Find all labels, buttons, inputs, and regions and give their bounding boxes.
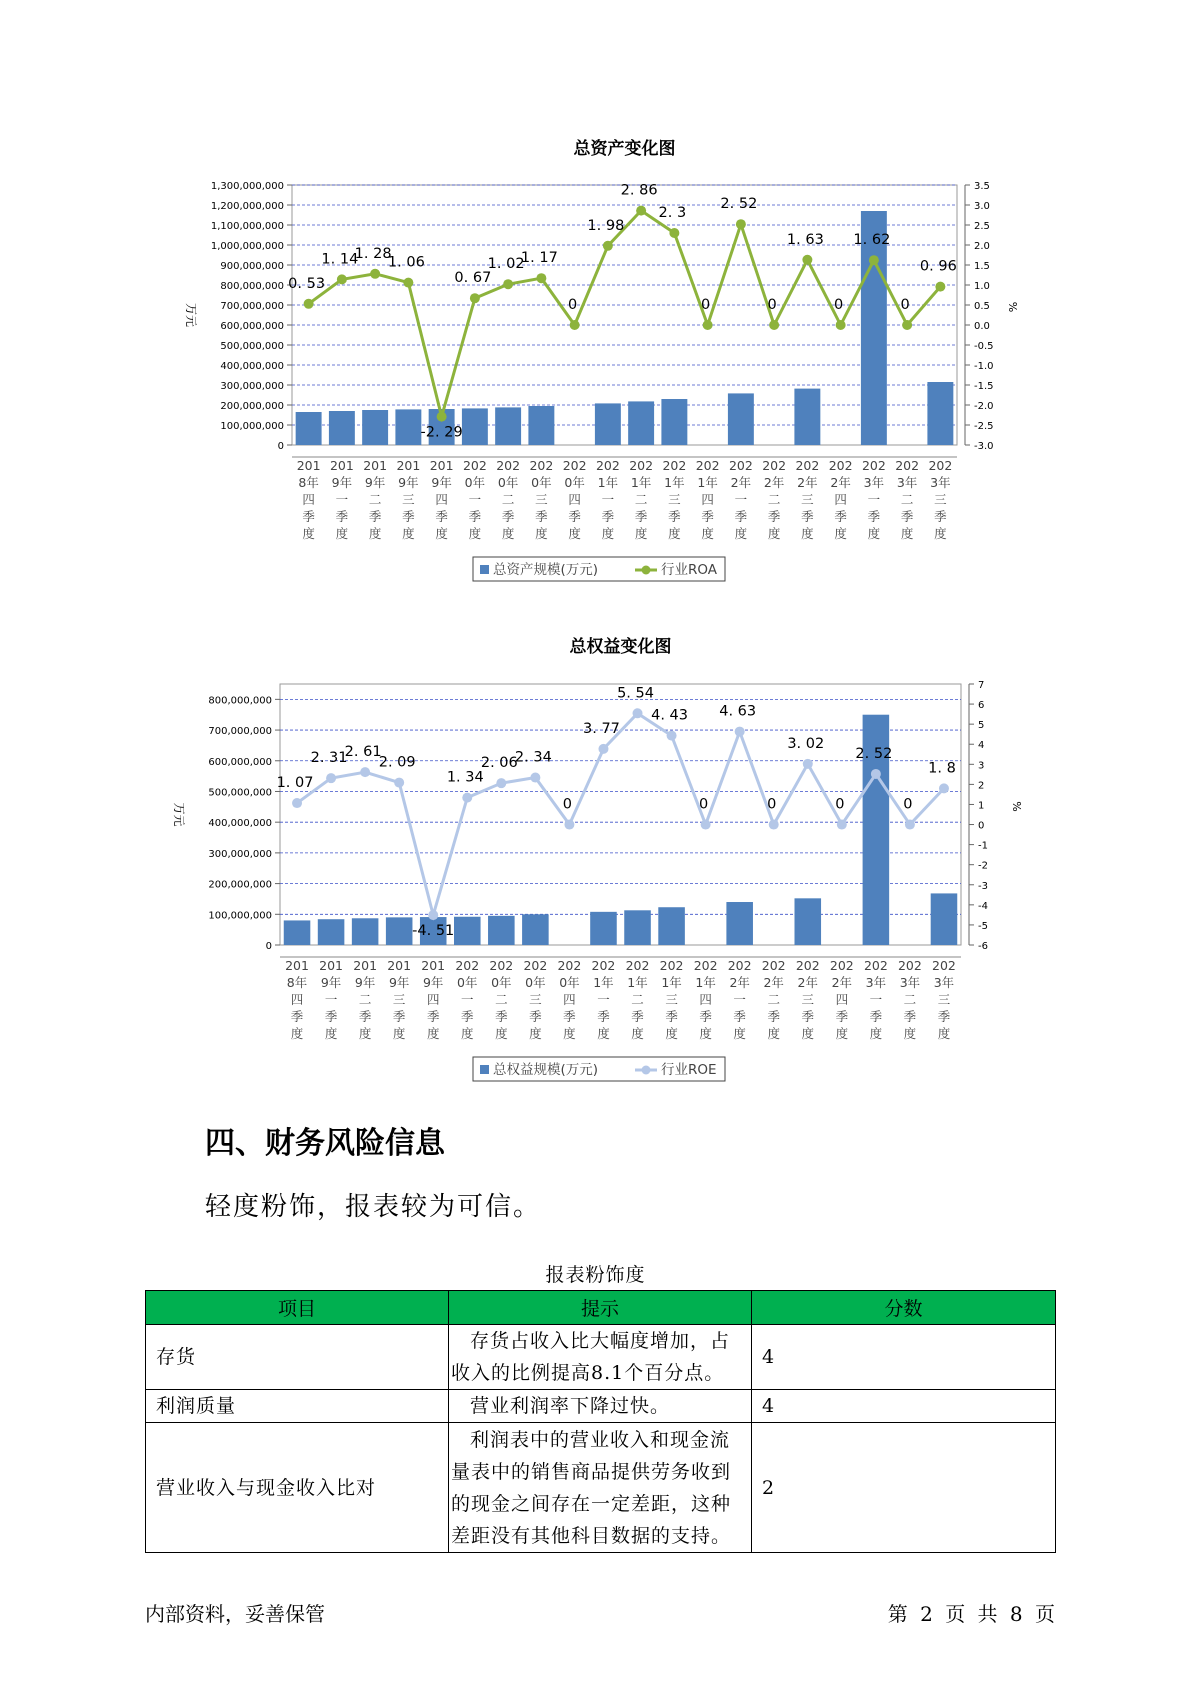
- data-label: 0: [767, 796, 777, 813]
- x-tick-label: 202 2年三季度: [795, 458, 820, 541]
- line-point: [905, 820, 915, 830]
- data-label: 1. 28: [354, 245, 392, 262]
- data-label: 1. 98: [587, 217, 625, 234]
- x-tick-label: 202 1年一季度: [595, 458, 620, 541]
- data-label: 2. 52: [855, 745, 893, 762]
- x-tick-label: 201 8年四季度: [285, 958, 309, 1041]
- bar: [794, 389, 820, 445]
- y2-tick-label: -2.0: [974, 401, 994, 412]
- x-tick-label: 202 3年二季度: [897, 958, 922, 1041]
- data-label: 0: [562, 796, 573, 813]
- bar: [488, 916, 515, 945]
- footer-confidential: 内部资料，妥善保管: [145, 1602, 325, 1626]
- header-score: 分数: [752, 1291, 1056, 1325]
- bar: [931, 893, 958, 945]
- y2-tick-label: -0.5: [974, 341, 994, 352]
- bar: [624, 910, 651, 945]
- y-tick-label: 200,000,000: [208, 879, 272, 891]
- x-tick-label: 201 9年四季度: [421, 958, 446, 1041]
- bar: [318, 919, 345, 945]
- y-tick-label: 300,000,000: [208, 848, 272, 860]
- row-score: 4: [752, 1325, 1056, 1390]
- y2-tick-label: -2.5: [974, 421, 994, 432]
- data-label: 4. 63: [719, 703, 757, 720]
- data-label: -2. 29: [420, 424, 463, 441]
- x-tick-label: 201 9年一季度: [319, 958, 344, 1041]
- y2-tick-label: 0: [978, 820, 985, 832]
- line-point: [669, 228, 679, 238]
- data-label: 1. 17: [520, 250, 558, 267]
- y2-tick-label: 0.5: [974, 301, 990, 312]
- data-label: 0: [900, 297, 910, 313]
- x-tick-label: 202 2年一季度: [728, 458, 753, 541]
- legend-bar-swatch: [480, 565, 489, 574]
- bar: [454, 917, 481, 945]
- y2-tick-label: 4: [978, 740, 985, 752]
- y-axis-label: 万元: [184, 302, 198, 328]
- x-tick-label: 202 0年一季度: [455, 958, 480, 1041]
- footer-page-number: 第 2 页 共 8 页: [887, 1602, 1055, 1626]
- data-label: 0. 53: [288, 275, 326, 292]
- x-tick-label: 202 2年二季度: [762, 458, 787, 541]
- x-tick-label: 202 2年二季度: [761, 958, 786, 1041]
- x-tick-label: 202 2年一季度: [727, 958, 752, 1041]
- row-hint: 存货占收入比大幅度增加，占收入的比例提高8.1个百分点。: [449, 1325, 752, 1390]
- legend-bar-label: 总权益规模(万元): [493, 1062, 599, 1078]
- line-point: [598, 744, 608, 754]
- data-label: 1. 14: [321, 251, 359, 268]
- y2-tick-label: 2.5: [974, 221, 990, 232]
- data-label: 3. 02: [787, 735, 825, 752]
- y2-tick-label: -6: [978, 941, 988, 952]
- y-tick-label: 200,000,000: [220, 401, 284, 412]
- data-label: 0. 96: [919, 258, 957, 275]
- x-tick-label: 201 9年二季度: [353, 958, 378, 1041]
- y2-tick-label: 5: [978, 720, 985, 732]
- series-line: [297, 713, 944, 915]
- legend-bar-label: 总资产规模(万元): [493, 562, 599, 578]
- legend-line-label: 行业ROE: [661, 1062, 717, 1078]
- y-tick-label: 800,000,000: [220, 281, 284, 292]
- line-point: [701, 820, 711, 830]
- x-tick-label: 202 0年三季度: [529, 458, 554, 541]
- line-point: [603, 241, 613, 251]
- y-tick-label: 1,200,000,000: [210, 201, 284, 212]
- table-caption: 报表粉饰度: [545, 1264, 646, 1286]
- line-point: [871, 769, 881, 779]
- y2-tick-label: 1.0: [974, 281, 990, 292]
- x-tick-label: 202 3年三季度: [932, 958, 956, 1041]
- bar: [661, 399, 687, 445]
- data-label: 2. 86: [620, 182, 658, 199]
- y2-tick-label: 3: [978, 760, 985, 772]
- line-point: [837, 820, 847, 830]
- y-tick-label: 800,000,000: [208, 695, 272, 707]
- bar: [395, 409, 421, 445]
- y2-tick-label: 2.0: [974, 241, 990, 252]
- data-label: 0: [701, 297, 711, 313]
- data-label: 0: [835, 796, 845, 813]
- data-label: 0: [568, 297, 578, 313]
- chart-title: 总资产变化图: [573, 139, 676, 159]
- y2-tick-label: -2: [978, 860, 988, 872]
- bar: [386, 917, 413, 945]
- section-summary: 轻度粉饰，报表较为可信。: [205, 1192, 542, 1222]
- x-tick-label: 202 3年二季度: [895, 458, 920, 541]
- y2-tick-label: -5: [978, 920, 988, 932]
- y2-tick-label: 0.0: [974, 321, 990, 332]
- data-label: 2. 52: [720, 196, 758, 213]
- bar: [590, 912, 617, 945]
- y-tick-label: 600,000,000: [208, 756, 272, 768]
- x-tick-label: 202 0年四季度: [557, 958, 582, 1041]
- plot-frame: [292, 182, 957, 445]
- y2-tick-label: 3.5: [974, 181, 990, 192]
- bar: [528, 406, 554, 445]
- x-tick-label: 202 0年二季度: [489, 958, 514, 1041]
- line-point: [360, 767, 370, 777]
- legend-bar-swatch: [480, 1065, 489, 1074]
- bar: [284, 920, 311, 945]
- risk-table: [145, 1290, 1056, 1553]
- bar: [462, 408, 488, 445]
- y-axis-label: 万元: [172, 802, 186, 827]
- line-point: [869, 255, 879, 265]
- bar: [362, 410, 388, 445]
- line-point: [337, 274, 347, 284]
- legend-line-marker: [642, 1066, 651, 1075]
- y-tick-label: 500,000,000: [208, 787, 272, 799]
- x-tick-label: 201 9年一季度: [329, 458, 354, 541]
- data-label: 0: [903, 796, 913, 813]
- table-row: [146, 1423, 1056, 1553]
- y-tick-label: 1,300,000,000: [210, 181, 284, 192]
- line-point: [496, 778, 506, 788]
- data-label: 1. 02: [487, 256, 525, 273]
- y2-tick-label: -1: [978, 840, 988, 852]
- x-tick-label: 202 3年一季度: [863, 958, 888, 1041]
- y-tick-label: 0: [277, 441, 284, 452]
- y2-tick-label: -3: [978, 880, 988, 892]
- row-score: 2: [752, 1423, 1056, 1553]
- header-hint: 提示: [449, 1291, 752, 1325]
- bar: [495, 407, 521, 445]
- y2-tick-label: -4: [978, 900, 988, 912]
- x-tick-label: 202 3年一季度: [861, 458, 886, 541]
- line-point: [570, 320, 580, 330]
- x-tick-label: 201 9年四季度: [429, 458, 454, 541]
- data-label: 0: [767, 297, 777, 313]
- line-point: [304, 299, 314, 309]
- y2-tick-label: 1.5: [974, 261, 990, 272]
- row-score: 4: [752, 1390, 1056, 1423]
- y2-tick-label: -1.5: [974, 381, 994, 392]
- line-point: [902, 320, 912, 330]
- y-tick-label: 700,000,000: [208, 726, 272, 738]
- x-tick-label: 201 9年三季度: [387, 958, 412, 1041]
- data-label: 3. 77: [583, 720, 620, 737]
- data-label: 2. 61: [344, 744, 382, 761]
- bar: [595, 403, 621, 445]
- y-tick-label: 600,000,000: [220, 321, 284, 332]
- line-point: [564, 820, 574, 830]
- line-point: [503, 279, 513, 289]
- bar: [927, 382, 953, 445]
- x-tick-label: 202 3年三季度: [928, 458, 953, 541]
- line-point: [633, 708, 643, 718]
- line-point: [703, 320, 713, 330]
- y-tick-label: 700,000,000: [220, 301, 284, 312]
- x-tick-label: 202 1年二季度: [629, 458, 654, 541]
- data-label: 2. 3: [658, 205, 687, 221]
- bar: [296, 412, 322, 445]
- y2-tick-label: 7: [978, 680, 985, 691]
- y2-tick-label: 1: [978, 800, 985, 812]
- y2-axis-label: %: [1006, 301, 1019, 313]
- chart-title: 总权益变化图: [569, 637, 672, 657]
- data-label: 4. 43: [651, 707, 689, 724]
- line-point: [536, 273, 546, 283]
- x-tick-label: 202 0年三季度: [523, 958, 548, 1041]
- line-point: [326, 773, 336, 783]
- bar: [522, 914, 549, 945]
- x-tick-label: 202 1年四季度: [695, 458, 720, 541]
- x-tick-label: 202 1年二季度: [625, 958, 650, 1041]
- line-point: [636, 206, 646, 216]
- row-item: 营业收入与现金收入比对: [146, 1423, 449, 1553]
- y-tick-label: 0: [265, 941, 272, 952]
- row-hint: 营业利润率下降过快。: [449, 1390, 752, 1423]
- x-tick-label: 202 1年四季度: [693, 958, 718, 1041]
- x-tick-label: 202 2年四季度: [829, 958, 854, 1041]
- section-title: 四、财务风险信息: [205, 1126, 445, 1161]
- x-tick-label: 202 1年三季度: [662, 458, 687, 541]
- x-tick-label: 202 2年三季度: [795, 958, 820, 1041]
- table-row: [146, 1390, 1056, 1423]
- x-tick-label: 202 1年三季度: [659, 958, 684, 1041]
- y2-tick-label: 3.0: [974, 201, 990, 212]
- line-point: [935, 282, 945, 292]
- table-row: [146, 1325, 1056, 1390]
- line-point: [292, 798, 302, 808]
- data-label: 0: [699, 796, 709, 813]
- x-tick-label: 202 0年一季度: [462, 458, 487, 541]
- x-tick-label: 202 0年四季度: [562, 458, 587, 541]
- x-tick-label: 202 1年一季度: [591, 958, 616, 1041]
- line-point: [803, 759, 813, 769]
- header-item: 项目: [146, 1291, 449, 1325]
- legend-line-marker: [642, 566, 651, 575]
- x-tick-label: 201 8年四季度: [296, 458, 321, 541]
- line-point: [470, 293, 480, 303]
- data-label: -4. 51: [412, 923, 455, 940]
- y2-axis-label: %: [1010, 801, 1023, 812]
- line-point: [437, 412, 447, 422]
- line-point: [769, 820, 779, 830]
- row-item: 利润质量: [146, 1390, 449, 1423]
- y2-tick-label: 2: [978, 780, 985, 792]
- y-tick-label: 500,000,000: [220, 341, 284, 352]
- line-point: [370, 269, 380, 279]
- row-item: 存货: [146, 1325, 449, 1390]
- y-tick-label: 400,000,000: [220, 361, 284, 372]
- table-header-row: [146, 1291, 1056, 1325]
- bar: [726, 902, 753, 945]
- x-tick-label: 201 9年二季度: [363, 458, 388, 541]
- data-label: 1. 07: [276, 775, 314, 792]
- legend-line-label: 行业ROA: [661, 562, 718, 578]
- line-point: [836, 320, 846, 330]
- data-label: 2. 34: [514, 749, 552, 766]
- y2-tick-label: -1.0: [974, 361, 994, 372]
- y2-tick-label: -3.0: [974, 441, 994, 452]
- y-tick-label: 300,000,000: [220, 381, 284, 392]
- bar: [352, 918, 379, 945]
- y-tick-label: 900,000,000: [220, 261, 284, 272]
- data-label: 0. 67: [454, 270, 492, 287]
- bar: [794, 898, 821, 945]
- bar: [628, 401, 654, 445]
- y-tick-label: 100,000,000: [220, 421, 284, 432]
- data-label: 1. 62: [853, 232, 891, 249]
- series-line: [309, 211, 941, 417]
- y-tick-label: 1,000,000,000: [210, 241, 284, 252]
- x-tick-label: 202 2年四季度: [828, 458, 853, 541]
- bar: [329, 411, 355, 445]
- line-point: [394, 778, 404, 788]
- plot-frame: [280, 684, 961, 945]
- x-tick-label: 201 9年三季度: [396, 458, 421, 541]
- y2-tick-label: 6: [978, 700, 985, 712]
- bar: [658, 907, 685, 945]
- y-tick-label: 100,000,000: [208, 910, 272, 922]
- line-point: [735, 727, 745, 737]
- data-label: 2. 31: [310, 750, 348, 767]
- data-label: 1. 8: [928, 760, 956, 777]
- data-label: 1. 63: [786, 231, 824, 248]
- line-point: [769, 320, 779, 330]
- row-hint: 利润表中的营业收入和现金流量表中的销售商品提供劳务收到的现金之间存在一定差距，这种差距没有其他科目数据的支持。: [449, 1423, 752, 1553]
- line-point: [530, 773, 540, 783]
- data-label: 0: [834, 297, 844, 313]
- line-point: [403, 278, 413, 288]
- bar: [728, 393, 754, 445]
- data-label: 2. 06: [480, 755, 518, 772]
- data-label: 1. 06: [387, 254, 425, 271]
- line-point: [802, 255, 812, 265]
- line-point: [736, 219, 746, 229]
- line-point: [667, 731, 677, 741]
- line-point: [462, 793, 472, 803]
- y-tick-label: 1,100,000,000: [210, 221, 284, 232]
- data-label: 5. 54: [617, 685, 654, 702]
- y-tick-label: 400,000,000: [208, 818, 272, 830]
- line-point: [939, 783, 949, 793]
- line-point: [428, 910, 438, 920]
- data-label: 2. 09: [378, 754, 416, 771]
- x-tick-label: 202 0年二季度: [496, 458, 521, 541]
- data-label: 1. 34: [446, 769, 484, 786]
